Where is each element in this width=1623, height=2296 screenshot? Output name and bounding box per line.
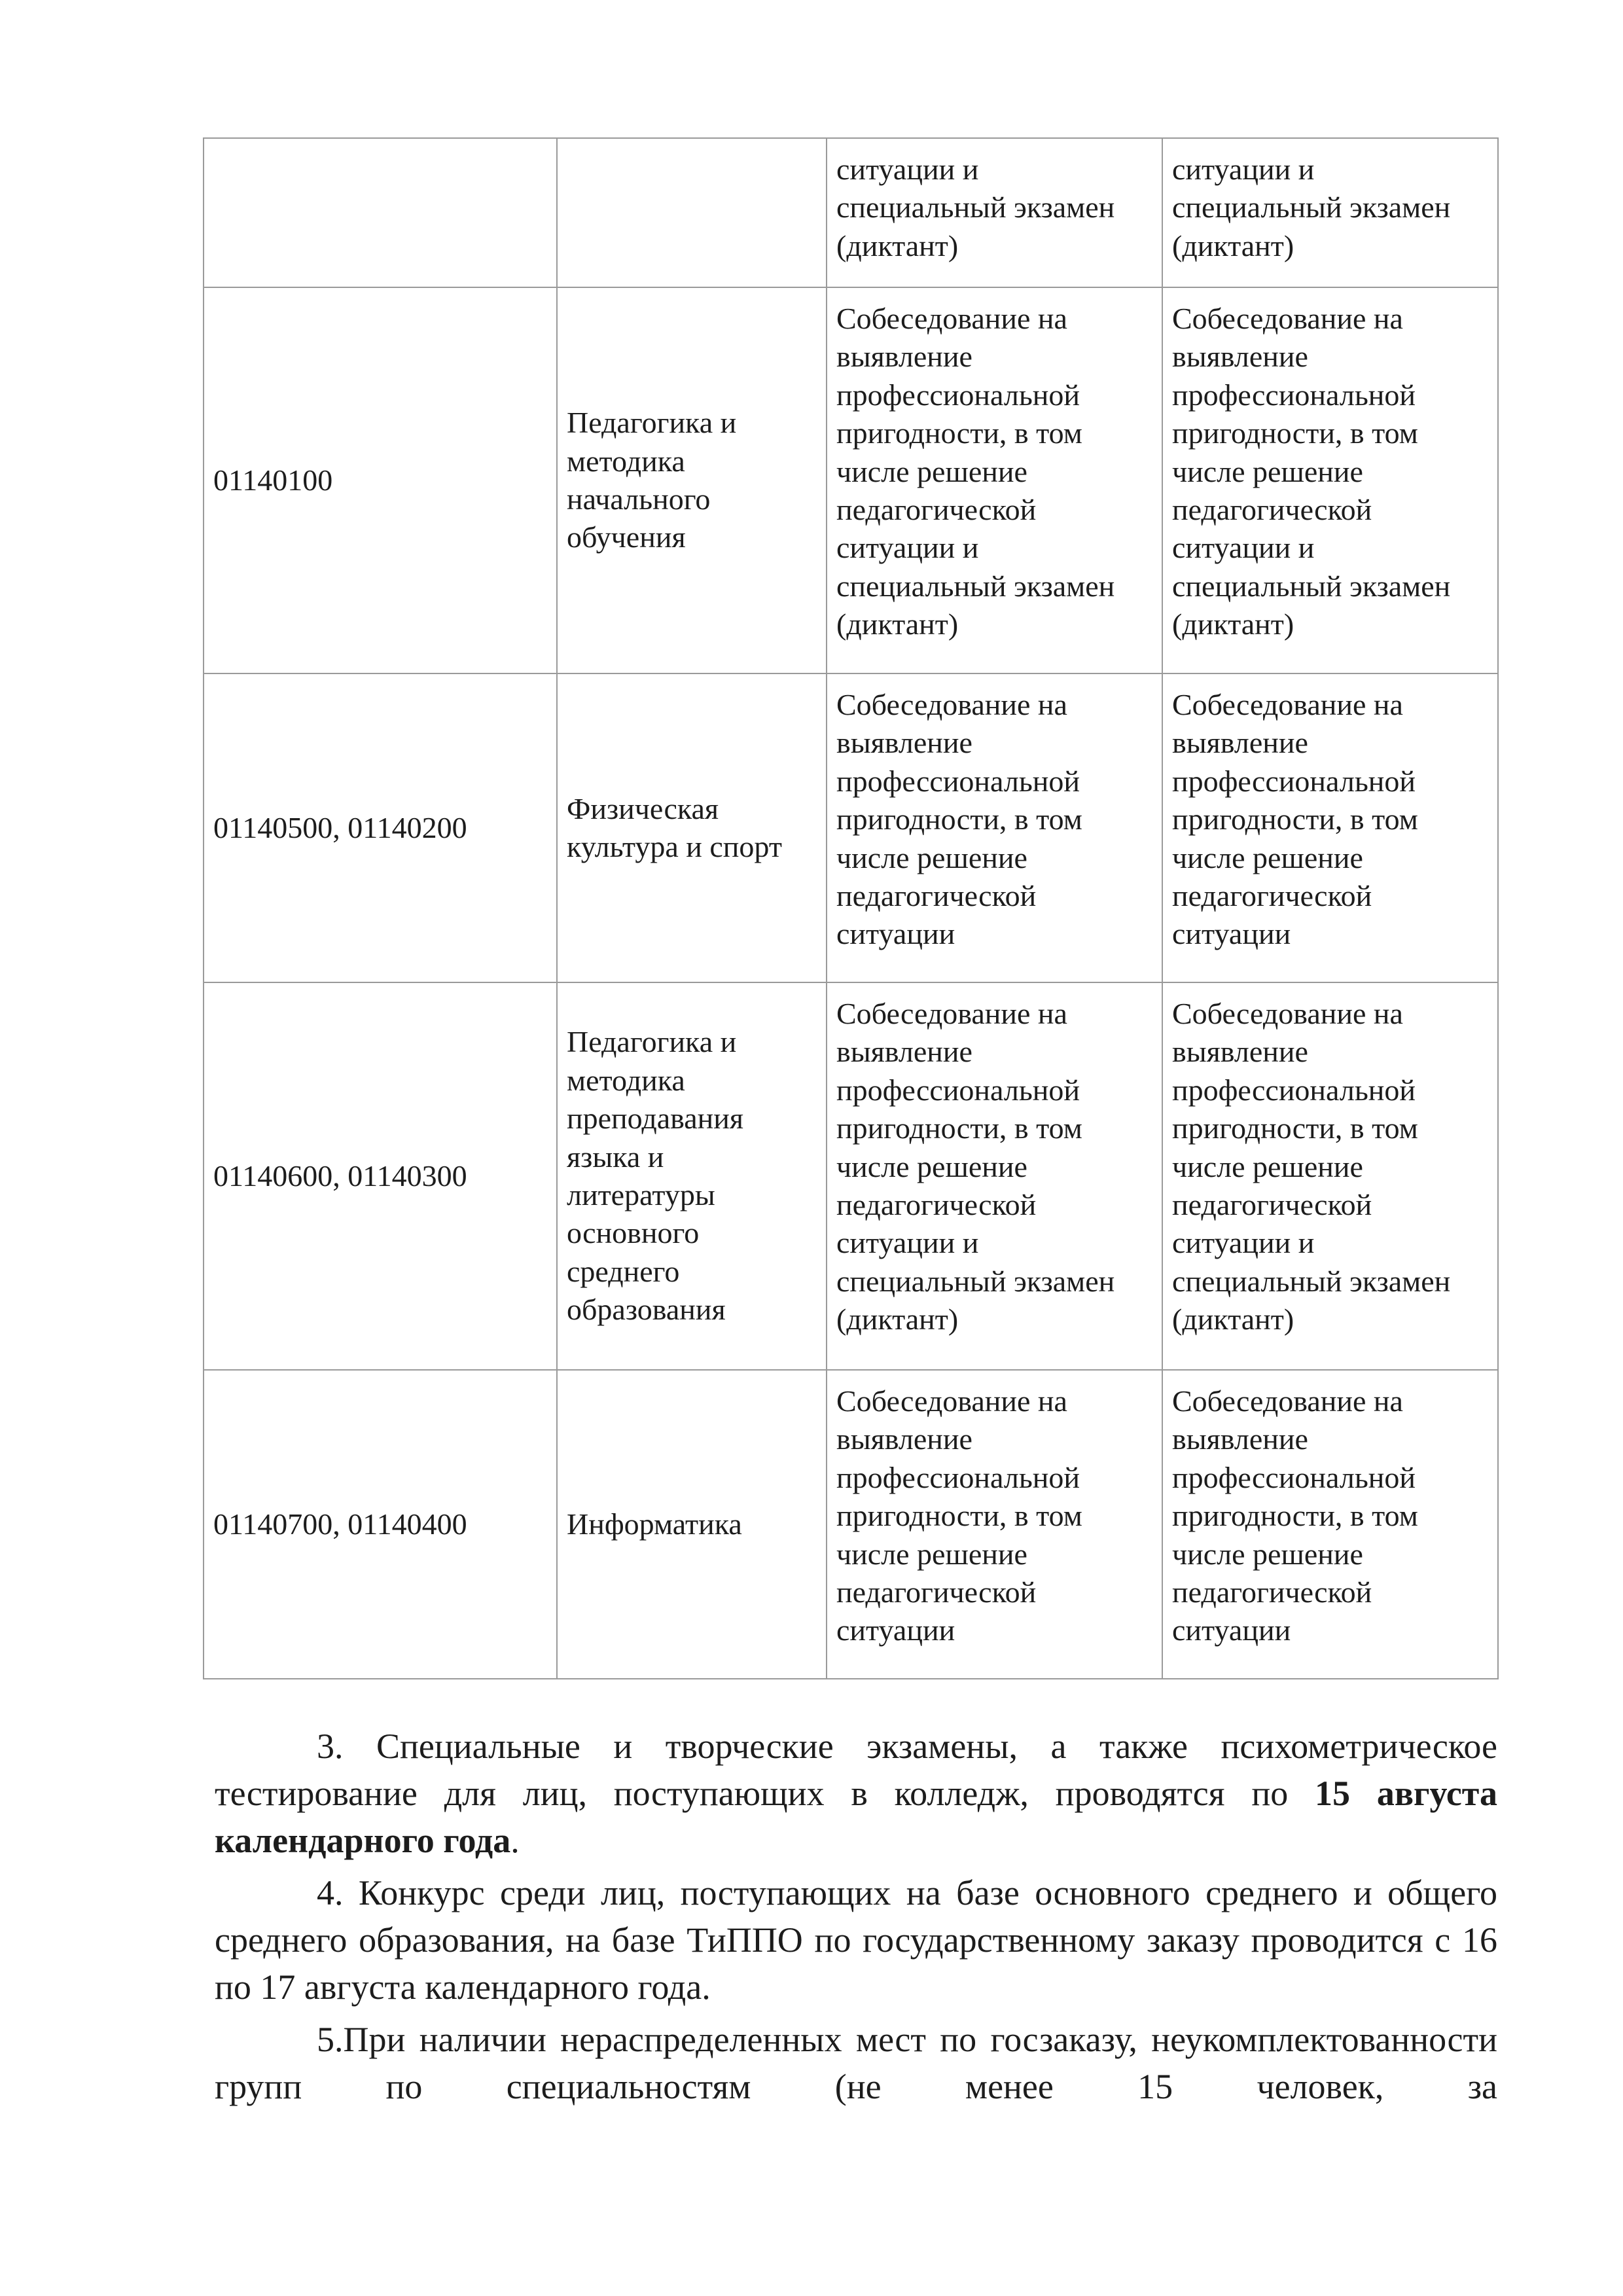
- table-row: [204, 287, 1498, 673]
- exam-cell: Собеседование на выявление профессиональной пригодности, в том числе решение педагогической ситуации: [827, 1370, 1162, 1679]
- table-row: [204, 1370, 1498, 1679]
- specialty-name-cell: Информатика: [557, 1370, 827, 1679]
- specialty-code-cell: 01140100: [204, 287, 557, 673]
- paragraph-3-end: .: [510, 1821, 520, 1860]
- exam-cell: Собеседование на выявление профессиональной пригодности, в том числе решение педагогической ситуации и специальный экзамен (диктант): [1162, 982, 1498, 1370]
- table-row: [204, 982, 1498, 1370]
- specialty-name-cell: Физическая культура и спорт: [557, 673, 827, 982]
- exam-cell: Собеседование на выявление профессиональной пригодности, в том числе решение педагогической ситуации и специальный экзамен (диктант): [827, 982, 1162, 1370]
- table-row: [204, 138, 1498, 287]
- specialty-code-cell: [204, 138, 557, 287]
- specialty-code-cell: 01140600, 01140300: [204, 982, 557, 1370]
- specialty-code-cell: 01140500, 01140200: [204, 673, 557, 982]
- paragraph-4: 4. Конкурс среди лиц, поступающих на базе основного среднего и общего среднего образования, на базе ТиППО по государственному заказу проводится с 16 по 17 августа календарного года.: [215, 1873, 1497, 2007]
- paragraph-3: [215, 1723, 1497, 1864]
- exam-cell: Собеседование на выявление профессиональной пригодности, в том числе решение педагогической ситуации: [1162, 1370, 1498, 1679]
- table-row: [204, 673, 1498, 982]
- exam-cell: Собеседование на выявление профессиональной пригодности, в том числе решение педагогической ситуации: [827, 673, 1162, 982]
- body-text: [215, 1723, 1497, 2110]
- paragraph-3-deadline: 15 августа календарного года: [215, 1774, 1497, 1860]
- admission-exams-table: [203, 137, 1499, 1679]
- specialty-name-cell: [557, 138, 827, 287]
- paragraph-3-text: 3. Специальные и творческие экзамены, а также психометрическое тестирование для лиц, поступающих в колледж, проводятся по: [215, 1727, 1497, 1813]
- exam-cell: Собеседование на выявление профессиональной пригодности, в том числе решение педагогической ситуации и специальный экзамен (диктант): [1162, 287, 1498, 673]
- exam-cell: Собеседование на выявление профессиональной пригодности, в том числе решение педагогической ситуации и специальный экзамен (диктант): [827, 287, 1162, 673]
- specialty-code-cell: 01140700, 01140400: [204, 1370, 557, 1679]
- exam-cell: ситуации и специальный экзамен (диктант): [1162, 138, 1498, 287]
- specialty-name-cell: Педагогика и методика начального обучения: [557, 287, 827, 673]
- specialty-name-cell: Педагогика и методика преподавания языка и литературы основного среднего образования: [557, 982, 827, 1370]
- exam-cell: ситуации и специальный экзамен (диктант): [827, 138, 1162, 287]
- exam-cell: Собеседование на выявление профессиональной пригодности, в том числе решение педагогической ситуации: [1162, 673, 1498, 982]
- paragraph-5: 5.При наличии нераспределенных мест по госзаказу, неукомплектованности групп по специальностям (не менее 15 человек, за: [215, 2020, 1497, 2106]
